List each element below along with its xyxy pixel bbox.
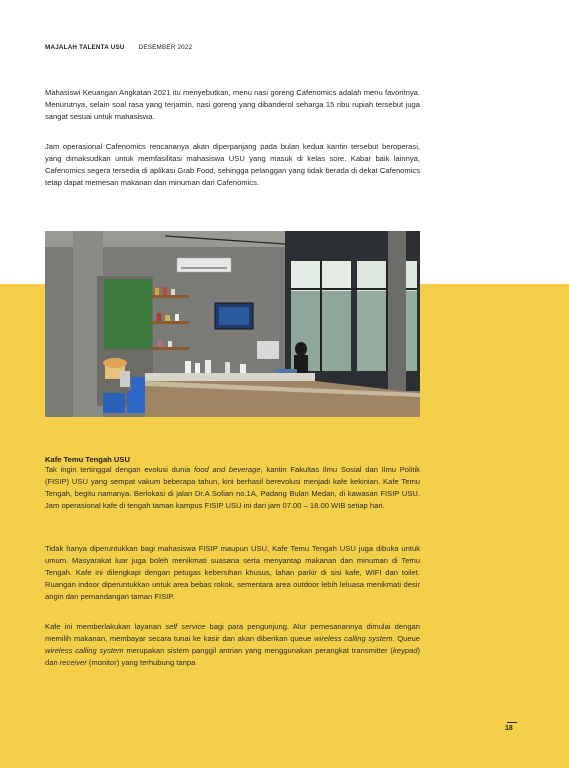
p3-emphasis-3: wireless calling system	[45, 646, 124, 656]
section-title: Kafe Temu Tengah USU	[45, 455, 130, 464]
issue-date: DESEMBER 2022	[138, 44, 193, 51]
p1-part-a: Tak ingin tertinggal dengan evolusi dunia	[45, 465, 194, 474]
cafe-photo-illustration	[45, 231, 420, 417]
p1-part-b: , kantin Fakultas Ilmu Sosial dan Ilmu Politik (FISIP) USU yang sempat vakum beberapa tahun, kini berhasil berevolusi menjadi kafe kekinian. Kafe Temu Tengah, begitu namanya. Berlokasi di jalan Dr.A Sofian no.1A, Padang Bulan Medan, di kawasan FISIP USU. Jam operasional kafe di tengah taman kampus FISIP USU ini dari jam 07.00 – 18.00 WIB setiap hari.	[45, 465, 420, 511]
magazine-name: MAJALAH TALENTA USU	[45, 44, 125, 51]
page-number: 18	[505, 725, 513, 732]
p3-emphasis-4: keypad	[392, 646, 418, 656]
p3-part-a: Kafe ini memberlakukan layanan	[45, 622, 166, 631]
p3-emphasis-5: receiver	[59, 658, 87, 668]
p3-part-e: ) dan	[45, 646, 420, 668]
p1-emphasis: food and beverage	[194, 465, 261, 474]
p3-part-d: merupakan sistem panggil antrian yang menggunakan perangkat transmitter (	[123, 646, 393, 656]
section-paragraph-2: Tidak hanya diperuntukkan bagi mahasiswa FISIP maupun USU, Kafe Temu Tengah USU juga dibuka untuk umum. Masyarakat luar juga boleh menikmati suasana serta menyantap makanan dan minuman di Temu Tengah. Kafe ini dilengkapi dengan petugas kebersihan khusus, lahan parkir di sisi kafe, WIFI dan toilet. Ruangan indoor diperuntukkan untuk area bebas rokok, sementara area outdoor lebih leluasa menikmati desir angin dan pemandangan taman FISIP.	[45, 544, 420, 602]
p3-emphasis-1: self service	[165, 622, 206, 631]
intro-paragraph-2: Jam operasional Cafenomics rencananya akan diperpanjang pada bulan kedua kantin tersebut beroperasi, yang dimaksudkan untuk memfasilitasi mahasiswa USU yang masuk di kelas sore. Kabar baik lainnya, Cafenomics segera tersedia di aplikasi Grab Food, sehingga pelanggan yang tidak berada di dekat Cafenomics tetap dapat memesan makanan dan minuman dari Cafenomics.	[45, 142, 420, 188]
cafe-interior-photo	[45, 231, 420, 417]
running-header	[45, 44, 192, 51]
intro-paragraph-1: Mahasiswi Keuangan Angkatan 2021 itu menyebutkan, menu nasi goreng Cafenomics adalah menu favoritnya. Menurutnya, selain soal rasa yang terjamin, nasi goreng yang dibanderol seharga 15 ribu rupiah tersebut juga sangat sesuai untuk mahasiswa.	[45, 88, 420, 122]
page-number-rule	[507, 722, 517, 723]
p3-part-c: . Queue	[392, 634, 420, 644]
section-paragraph-1	[45, 464, 420, 512]
section-paragraph-3	[45, 621, 420, 669]
p3-emphasis-2: wireless calling system	[314, 634, 393, 644]
p3-part-f: (monitor) yang terhubung tanpa	[86, 658, 196, 668]
p3-part-b: bagi para pengunjung. Alur pemesanannya dimulai dengan memilih makanan, membayar secara tunai ke kasir dan akan diberikan queue	[45, 622, 420, 644]
